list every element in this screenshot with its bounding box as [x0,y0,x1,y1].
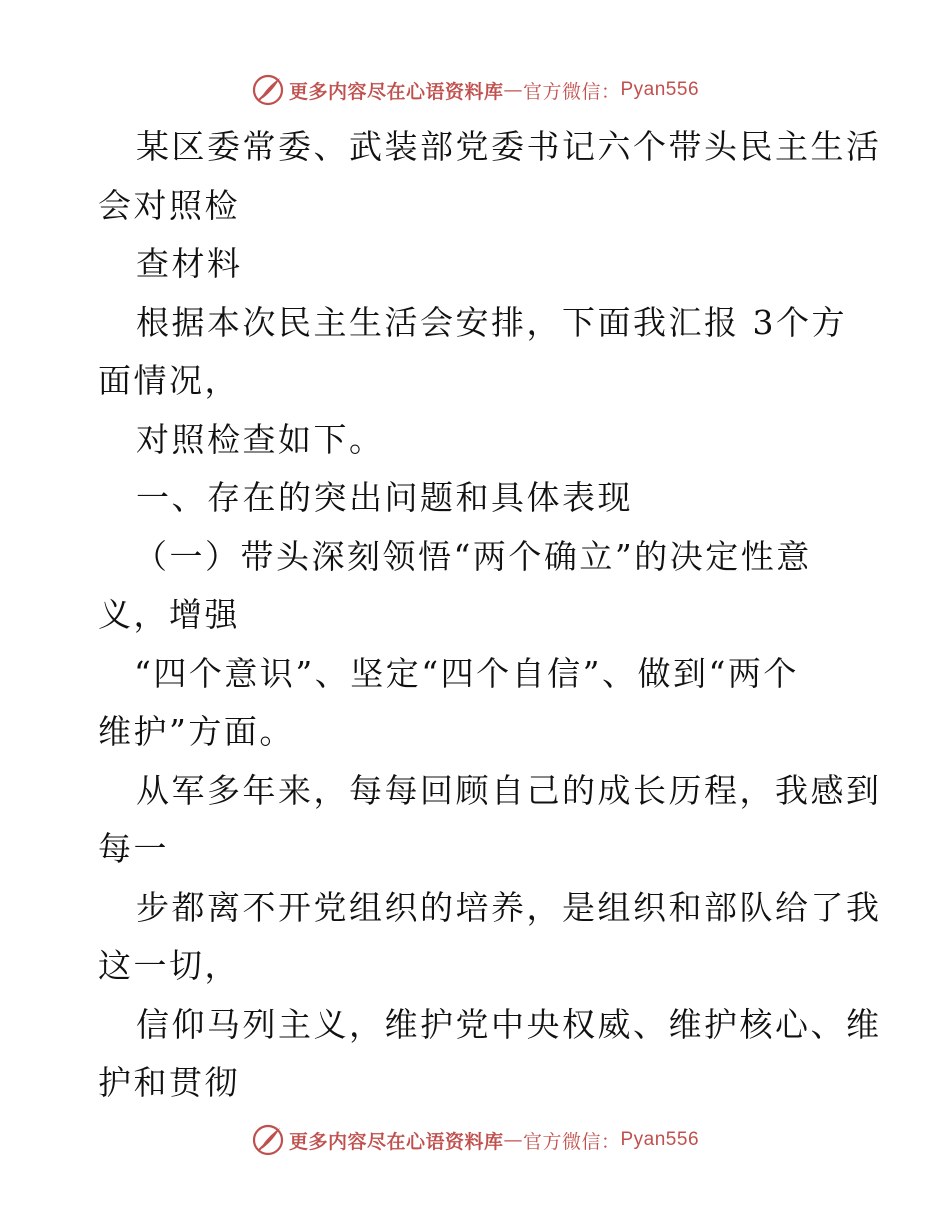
text-line: 每一 [98,829,169,868]
text-line: 根据本次民主生活会安排，下面我汇报 3个方 [136,302,847,342]
text-line: 某区委常委、武装部党委书记六个带头民主生活 [136,127,882,166]
banner-library-text: 更多内容尽在心语资料库 [288,1130,504,1153]
footer-watermark-banner [0,1120,950,1160]
text-line: 维护”方面。 [98,712,295,751]
text-line: 面情况， [98,361,240,400]
header-watermark-banner [0,70,950,110]
quill-pen-logo-icon [251,1123,285,1157]
text-line: 义，增强 [98,595,240,634]
banner-library-text: 更多内容尽在心语资料库 [288,80,504,103]
banner-wechat-handle: Pyan556 [620,1129,700,1150]
text-line: 信仰马列主义，维护党中央权威、维护核心、维 [136,1004,882,1044]
text-line: 查材料 [136,244,243,283]
document-body [98,118,882,1113]
banner-wechat-label: 官方微信： [522,80,621,103]
quill-pen-logo-icon [251,73,285,107]
text-line: （一）带头深刻领悟“两个确立”的决定性意 [134,536,812,576]
text-line: 一、存在的突出问题和具体表现 [136,478,633,517]
text-line: 从军多年来，每每回顾自己的成长历程，我感到 [136,770,882,810]
banner-wechat-label: 官方微信： [522,1130,621,1153]
text-line: 护和贯彻 [98,1063,240,1102]
text-line: 这一切， [98,946,240,985]
text-line: 会对照检 [98,185,240,225]
text-line: 对照检查如下。 [136,419,385,459]
banner-dash: — [503,79,523,101]
banner-dash: — [503,1129,523,1151]
text-line: 步都离不开党组织的培养，是组织和部队给了我 [136,887,882,927]
text-line: “四个意识”、坚定“四个自信”、做到“两个 [134,653,799,693]
banner-wechat-handle: Pyan556 [620,79,700,100]
